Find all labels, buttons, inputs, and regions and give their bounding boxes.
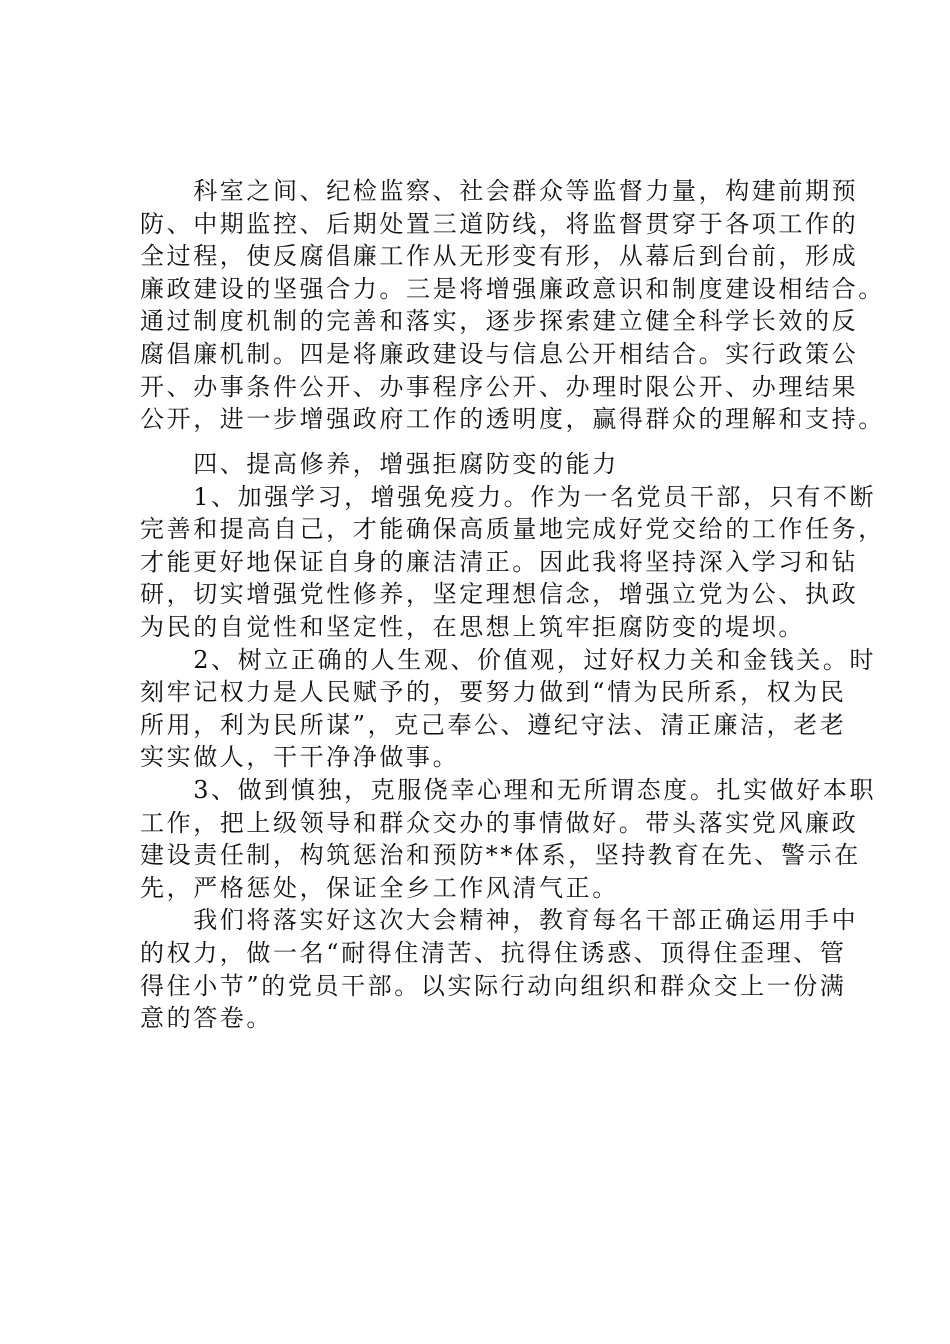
text-line: 为民的自觉性和坚定性，在思想上筑牢拒腐防变的堤坝。 xyxy=(140,612,805,641)
text-line: 工作，把上级领导和群众交办的事情做好。带头落实党风廉政 xyxy=(140,808,859,837)
text-line: 先，严格惩处，保证全乡工作风清气正。 xyxy=(140,873,619,902)
text-line: 研，切实增强党性修养，坚定理想信念，增强立党为公、执政 xyxy=(140,580,859,609)
text-line: 2、树立正确的人生观、价值观，过好权力关和金钱关。时 xyxy=(140,645,877,674)
text-line: 公开，进一步增强政府工作的透明度，赢得群众的理解和支持。 xyxy=(140,405,885,434)
text-line: 腐倡廉机制。四是将廉政建设与信息公开相结合。实行政策公 xyxy=(140,339,859,368)
section-heading: 四、提高修养，增强拒腐防变的能力 xyxy=(140,450,619,478)
text-line: 全过程，使反腐倡廉工作从无形变有形，从幕后到台前，形成 xyxy=(140,242,859,271)
text-line: 才能更好地保证自身的廉洁清正。因此我将坚持深入学习和钻 xyxy=(140,547,859,576)
paragraph-continuation xyxy=(140,175,885,436)
text-line: 所用，利为民所谋”，克己奉公、遵纪守法、清正廉洁，老老 xyxy=(140,710,847,739)
text-line: 建设责任制，构筑惩治和预防**体系，坚持教育在先、警示在 xyxy=(140,841,861,870)
text-line: 1、加强学习，增强免疫力。作为一名党员干部，只有不断 xyxy=(140,482,877,511)
text-line: 得住小节”的党员干部。以实际行动向组织和群众交上一份满 xyxy=(140,971,847,1000)
text-line: 刻牢记权力是人民赋予的，要努力做到“情为民所系，权为民 xyxy=(140,678,847,707)
text-line: 我们将落实好这次大会精神，教育每名干部正确运用手中 xyxy=(140,906,859,935)
text-line: 通过制度机制的完善和落实，逐步探索建立健全科学长效的反 xyxy=(140,307,859,336)
text-line: 防、中期监控、后期处置三道防线，将监督贯穿于各项工作的 xyxy=(140,209,859,238)
text-line: 3、做到慎独，克服侥幸心理和无所谓态度。扎实做好本职 xyxy=(140,775,877,804)
text-line: 廉政建设的坚强合力。三是将增强廉政意识和制度建设相结合。 xyxy=(140,274,885,303)
text-line: 的权力，做一名“耐得住清苦、抗得住诱惑、顶得住歪理、管 xyxy=(140,938,847,967)
text-line: 意的答卷。 xyxy=(140,1004,273,1033)
text-line: 实实做人，干干净净做事。 xyxy=(140,743,460,772)
section-four xyxy=(140,448,885,1035)
text-line: 开、办事条件公开、办事程序公开、办理时限公开、办理结果 xyxy=(140,372,859,401)
text-line: 科室之间、纪检监察、社会群众等监督力量，构建前期预 xyxy=(140,177,859,205)
text-line: 完善和提高自己，才能确保高质量地完成好党交给的工作任务， xyxy=(140,515,885,544)
